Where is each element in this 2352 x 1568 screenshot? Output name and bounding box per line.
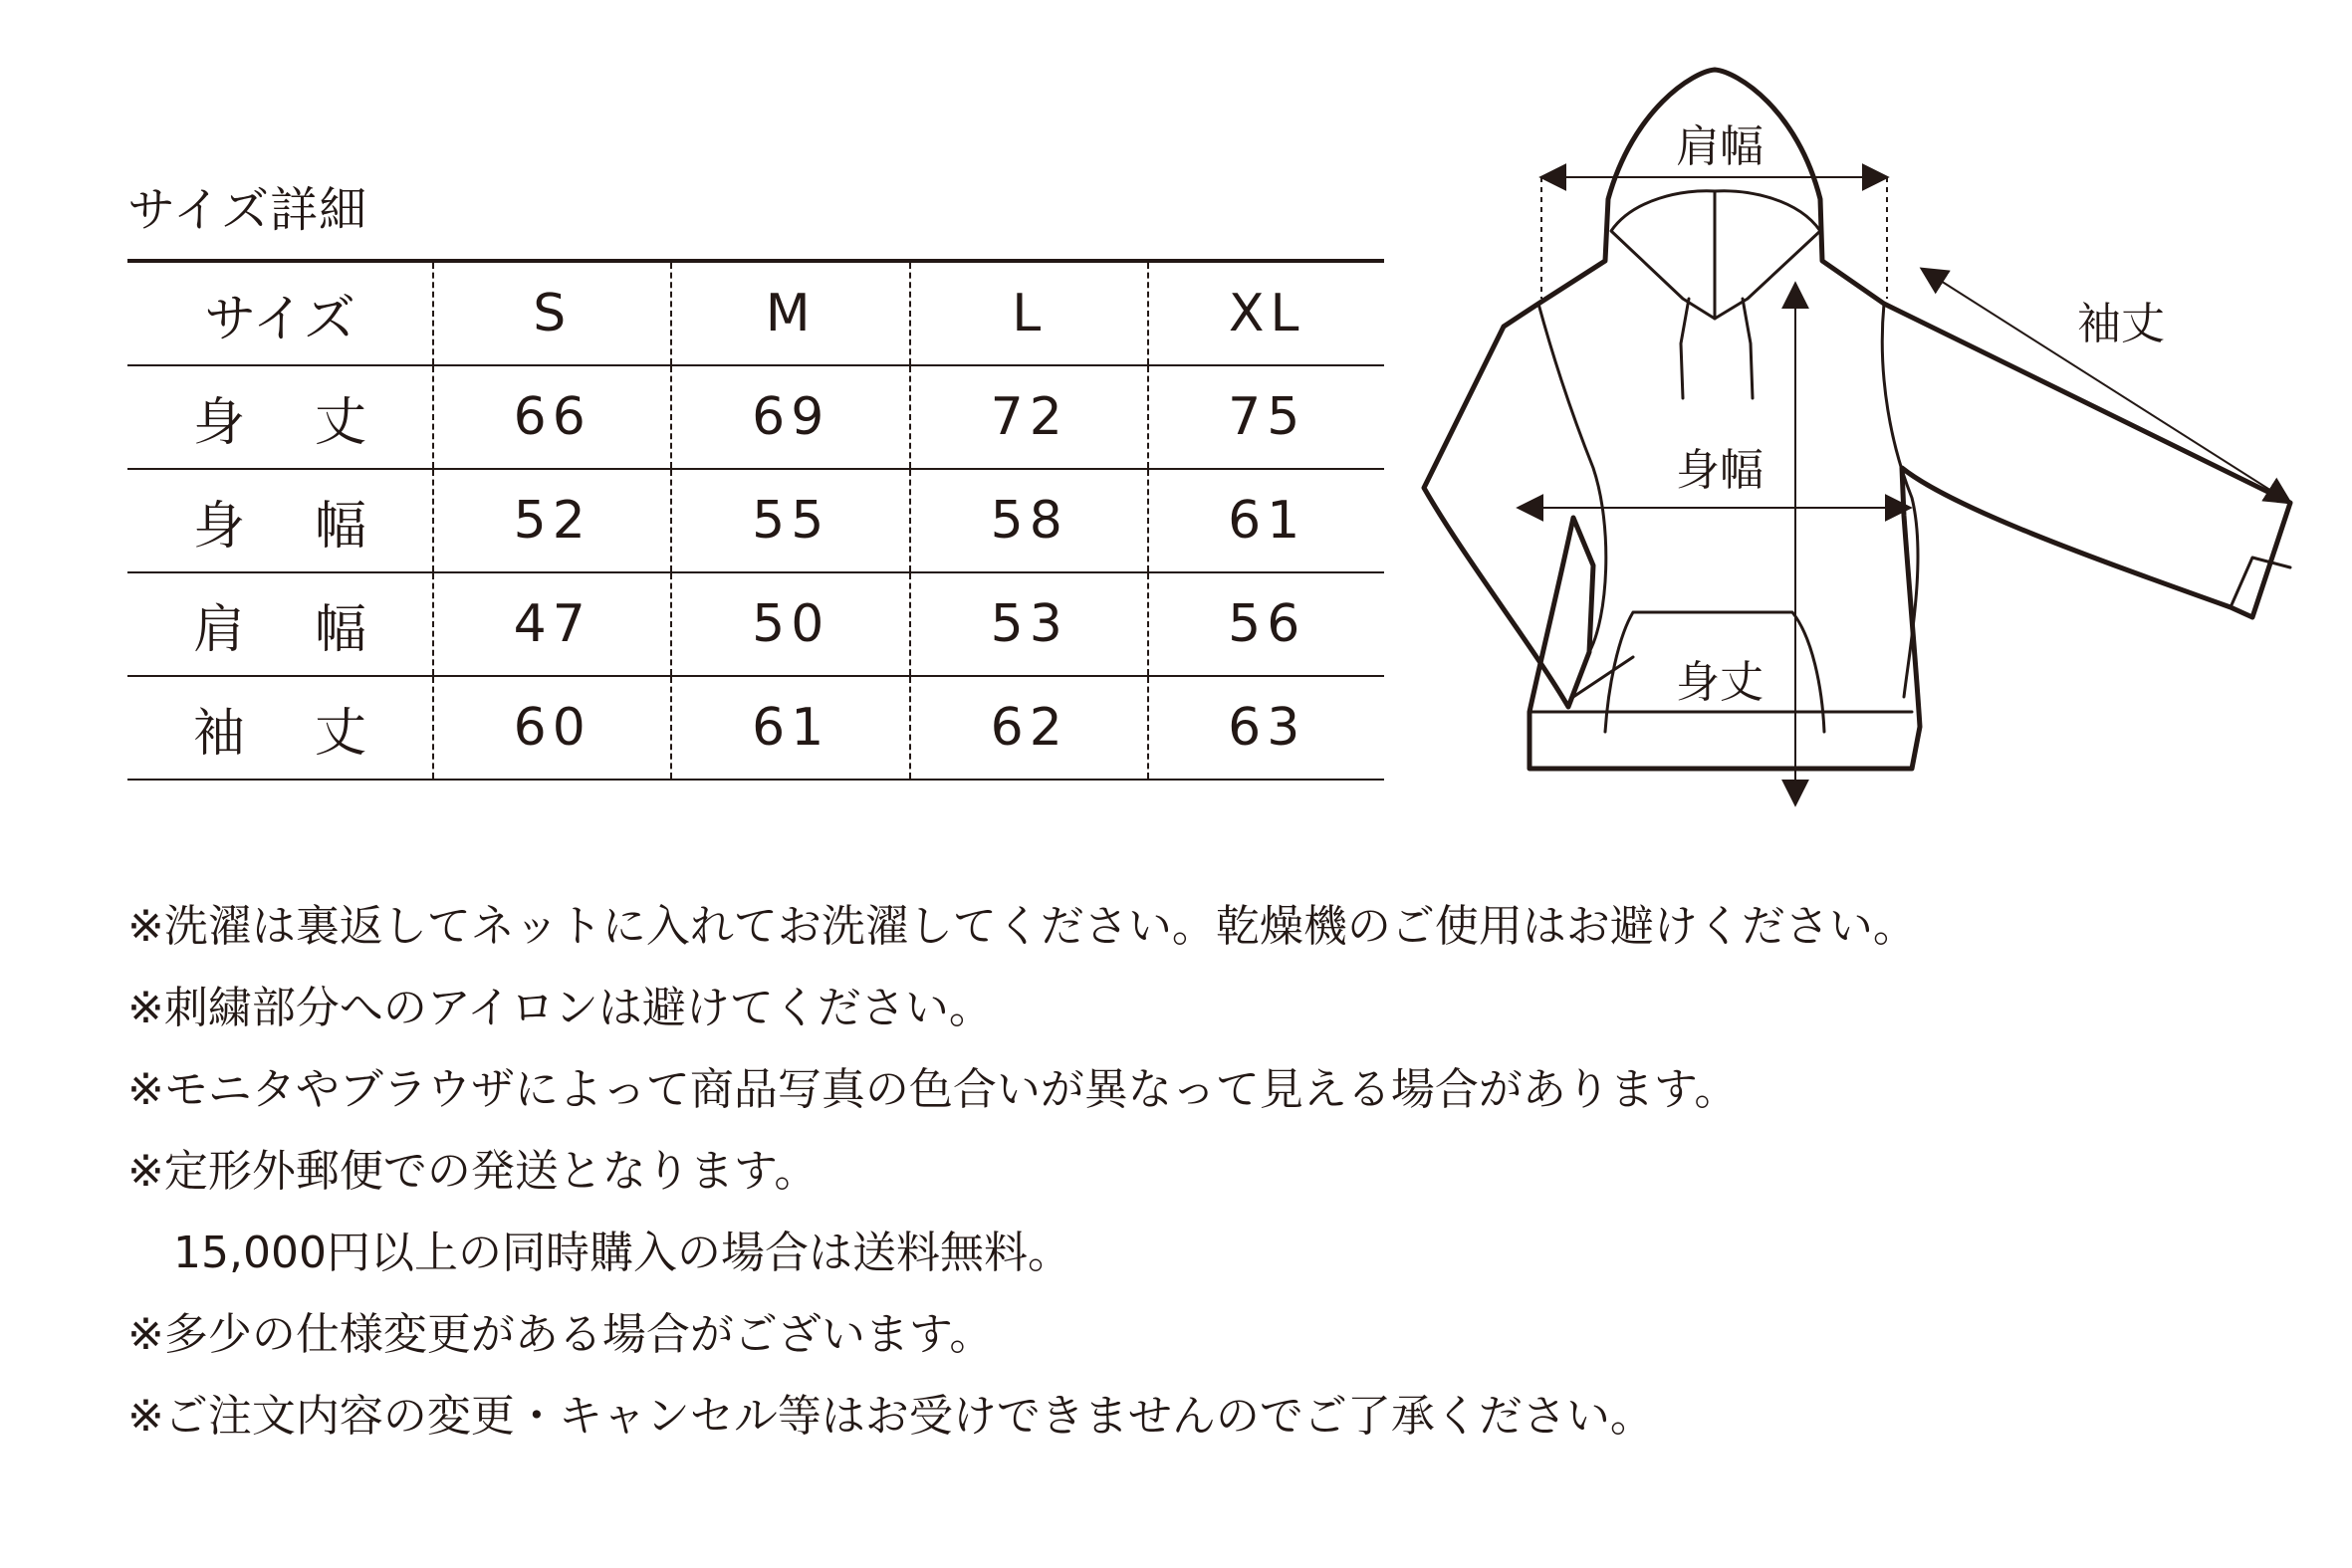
table-cell: 56 bbox=[1148, 572, 1384, 676]
note-item: ※定形外郵便での発送となります。 bbox=[127, 1146, 819, 1197]
note-item: ※洗濯は裏返してネットに入れてお洗濯してください。乾燥機のご使用はお避けください。 bbox=[127, 901, 1917, 952]
note-item: 15,000円以上の同時購入の場合は送料無料。 bbox=[173, 1228, 1071, 1278]
table-cell: 75 bbox=[1148, 365, 1384, 469]
row-label: 肩 幅 bbox=[192, 599, 367, 660]
table-cell: 53 bbox=[910, 572, 1148, 676]
header-xl: XL bbox=[1148, 261, 1384, 365]
table-cell: 61 bbox=[671, 676, 909, 780]
table-cell: 72 bbox=[910, 365, 1148, 469]
row-label: 袖 丈 bbox=[192, 703, 367, 764]
table-cell: 61 bbox=[1148, 469, 1384, 572]
table-cell: 63 bbox=[1148, 676, 1384, 780]
row-label: 身 丈 bbox=[192, 392, 367, 453]
note-item: ※モニタやブラウザによって商品写真の色合いが異なって見える場合があります。 bbox=[127, 1064, 1739, 1115]
note-item: ※多少の仕様変更がある場合がございます。 bbox=[127, 1309, 994, 1360]
shoulder-width-label: 肩幅 bbox=[1676, 121, 1764, 172]
table-cell: 52 bbox=[433, 469, 671, 572]
table-cell: 66 bbox=[433, 365, 671, 469]
header-s: S bbox=[433, 261, 671, 365]
body-length-label: 身丈 bbox=[1676, 657, 1764, 708]
side-seam-left bbox=[1538, 304, 1606, 652]
header-m: M bbox=[671, 261, 909, 365]
header-size: サイズ bbox=[204, 289, 355, 349]
table-cell: 62 bbox=[910, 676, 1148, 780]
table-cell: 50 bbox=[671, 572, 909, 676]
notes-list bbox=[127, 886, 1917, 1457]
body-width-label: 身幅 bbox=[1676, 445, 1764, 496]
header-l: L bbox=[910, 261, 1148, 365]
note-item: ※ご注文内容の変更・キャンセル等はお受けできませんのでご了承ください。 bbox=[127, 1391, 1654, 1442]
note-item: ※刺繍部分へのアイロンは避けてください。 bbox=[127, 983, 993, 1033]
page-title: サイズ詳細 bbox=[127, 182, 368, 238]
table-cell: 60 bbox=[433, 676, 671, 780]
table-cell: 58 bbox=[910, 469, 1148, 572]
table-cell: 69 bbox=[671, 365, 909, 469]
row-label: 身 幅 bbox=[192, 496, 367, 557]
side-seam-right bbox=[1882, 304, 1918, 697]
table-cell: 55 bbox=[671, 469, 909, 572]
sleeve-length-label: 袖丈 bbox=[2077, 299, 2165, 349]
drawstring-right bbox=[1743, 299, 1753, 398]
table-cell: 47 bbox=[433, 572, 671, 676]
drawstring-left bbox=[1681, 299, 1689, 398]
